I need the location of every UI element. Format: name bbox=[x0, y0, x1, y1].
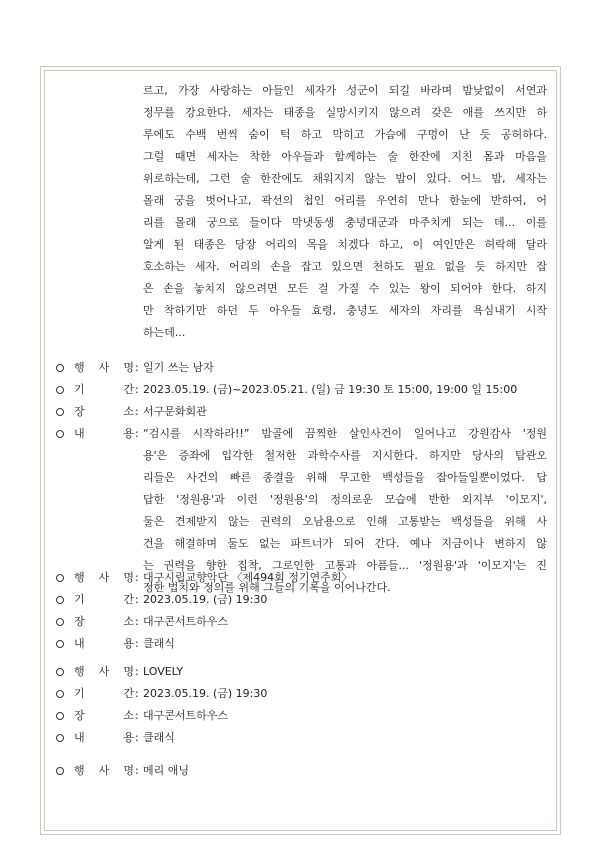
circle-bullet-icon bbox=[54, 760, 66, 782]
event-title: 대구시립교향악단 〈제494회 정기연주회〉 bbox=[143, 571, 353, 584]
text-line: 알게 된 태종은 당장 어리의 목을 치겠다 하고, 이 여인만은 허락해 달라 bbox=[143, 238, 547, 251]
circle-bullet-icon bbox=[54, 357, 66, 379]
colon: : bbox=[135, 709, 139, 722]
event-title-row bbox=[54, 567, 549, 589]
event-place-row bbox=[54, 705, 549, 727]
circle-bullet-icon bbox=[54, 633, 66, 655]
event-period-row bbox=[54, 589, 549, 611]
colon: : bbox=[135, 764, 139, 777]
colon: : bbox=[135, 427, 139, 440]
field-label: 장 소 bbox=[74, 615, 134, 628]
circle-bullet-icon bbox=[54, 401, 66, 423]
field-label: 행 사 명 bbox=[74, 571, 134, 584]
event-title-row bbox=[54, 357, 549, 379]
text-line: 하는데... bbox=[143, 326, 186, 339]
text-line: 그럴 때면 세자는 착한 아우들과 함께하는 술 한잔에 지친 몸과 마음을 bbox=[143, 150, 547, 163]
event-period: 2023.05.19. (금) 19:30 bbox=[143, 593, 268, 606]
circle-bullet-icon bbox=[54, 379, 66, 401]
text-line: 호소하는 세자. 어리의 손을 잡고 있으면 천하도 필요 없을 듯 하지만 잡 bbox=[143, 260, 547, 273]
event-title: LOVELY bbox=[143, 665, 184, 678]
field-label: 행 사 명 bbox=[74, 361, 134, 374]
event-content-row bbox=[54, 633, 549, 655]
event-place-row bbox=[54, 611, 549, 633]
event-period: 2023.05.19. (금) 19:30 bbox=[143, 687, 268, 700]
field-label: 내 용 bbox=[74, 427, 134, 440]
colon: : bbox=[135, 571, 139, 584]
event-content-row bbox=[54, 727, 549, 749]
text-line: 용'은 증좌에 입각한 철저한 과학수사를 지시한다. 하지만 당사의 탐관오 bbox=[143, 449, 547, 462]
event-entry bbox=[54, 567, 549, 655]
event-content: 클래식 bbox=[143, 637, 175, 650]
field-label: 기 간 bbox=[74, 687, 134, 700]
circle-bullet-icon bbox=[54, 727, 66, 749]
text-line: 은 손을 놓치지 않으려면 모든 걸 가질 수 있는 왕이 되어야 한다. 하지 bbox=[143, 282, 547, 295]
field-label: 기 간 bbox=[74, 383, 134, 396]
event-title: 일기 쓰는 남자 bbox=[143, 361, 214, 374]
event-entry bbox=[54, 357, 549, 599]
text-line: 몰래 궁을 벗어나고, 곽선의 첩인 어리를 우연히 만나 한눈에 반하여, 어 bbox=[143, 194, 547, 207]
colon: : bbox=[135, 593, 139, 606]
text-line: 위로하는데, 그런 술 한잔에도 채워지지 않는 밤이 있다. 어느 밤, 세자는 bbox=[143, 172, 547, 185]
text-line: 답한 '정원용'과 이런 '정원용'의 정의로운 모습에 반한 외지부 '이모지', bbox=[143, 493, 547, 506]
circle-bullet-icon bbox=[54, 423, 66, 445]
field-label: 기 간 bbox=[74, 593, 134, 606]
circle-bullet-icon bbox=[54, 661, 66, 683]
intro-description bbox=[143, 80, 547, 344]
colon: : bbox=[135, 405, 139, 418]
colon: : bbox=[135, 637, 139, 650]
field-label: 장 소 bbox=[74, 405, 134, 418]
circle-bullet-icon bbox=[54, 683, 66, 705]
text-line: 루에도 수백 번씩 숨이 턱 하고 막히고 가슴에 구멍이 난 듯 공허하다. bbox=[143, 128, 547, 141]
event-place-row bbox=[54, 401, 549, 423]
colon: : bbox=[135, 383, 139, 396]
circle-bullet-icon bbox=[54, 611, 66, 633]
event-content: 클래식 bbox=[143, 731, 175, 744]
circle-bullet-icon bbox=[54, 567, 66, 589]
colon: : bbox=[135, 731, 139, 744]
event-title-row bbox=[54, 661, 549, 683]
event-place: 대구콘서트하우스 bbox=[143, 709, 229, 722]
event-entry bbox=[54, 661, 549, 749]
text-line: “검시를 시작하라!!” 밤골에 끔찍한 살인사건이 일어나고 강원감사 '정원 bbox=[143, 427, 547, 440]
text-line: 르고, 가장 사랑하는 아들인 세자가 성군이 되길 바라며 밤낮없이 서연과 bbox=[143, 84, 547, 97]
text-line: 둘은 견제받지 않는 권력의 오남용으로 인해 고통받는 백성들을 위해 사 bbox=[143, 515, 547, 528]
text-line: 건을 해결하며 둘도 없는 파트너가 되어 간다. 예나 지금이나 변하지 않 bbox=[143, 537, 547, 550]
text-line: 정무를 강요한다. 세자는 태종을 실망시키지 않으려 갖은 애를 쓰지만 하 bbox=[143, 106, 547, 119]
field-label: 행 사 명 bbox=[74, 764, 134, 777]
event-period: 2023.05.19. (금)~2023.05.21. (일) 금 19:30 토 15:00, 19:00 일 15:00 bbox=[143, 383, 518, 396]
event-entry bbox=[54, 760, 549, 782]
colon: : bbox=[135, 361, 139, 374]
circle-bullet-icon bbox=[54, 705, 66, 727]
event-place: 대구콘서트하우스 bbox=[143, 615, 229, 628]
circle-bullet-icon bbox=[54, 589, 66, 611]
colon: : bbox=[135, 665, 139, 678]
text-line: 정한 법치와 정의를 위해 그들의 기록을 이어나간다. bbox=[143, 581, 391, 594]
field-label: 내 용 bbox=[74, 731, 134, 744]
colon: : bbox=[135, 615, 139, 628]
text-line: 는 권력을 향한 집착, 그로인한 고통과 아픔들... '정원용'과 '이모지'는 진 bbox=[143, 559, 547, 572]
text-line: 만 착하기만 하던 두 아우들 효령, 충녕도 세자의 자리를 욕심내기 시작 bbox=[143, 304, 547, 317]
event-title-row bbox=[54, 760, 549, 782]
event-title: 메리 애닝 bbox=[143, 764, 190, 777]
field-label: 장 소 bbox=[74, 709, 134, 722]
field-label: 내 용 bbox=[74, 637, 134, 650]
event-period-row bbox=[54, 379, 549, 401]
event-place: 서구문화회관 bbox=[143, 405, 207, 418]
colon: : bbox=[135, 687, 139, 700]
event-period-row bbox=[54, 683, 549, 705]
field-label: 행 사 명 bbox=[74, 665, 134, 678]
text-line: 리들은 사건의 빠른 종결을 위해 무고한 백성들을 잡아들일뿐이었다. 답 bbox=[143, 471, 547, 484]
text-line: 리를 몰래 궁으로 들이다 막냇동생 충녕대군과 마주치게 되는 데... 이를 bbox=[143, 216, 547, 229]
